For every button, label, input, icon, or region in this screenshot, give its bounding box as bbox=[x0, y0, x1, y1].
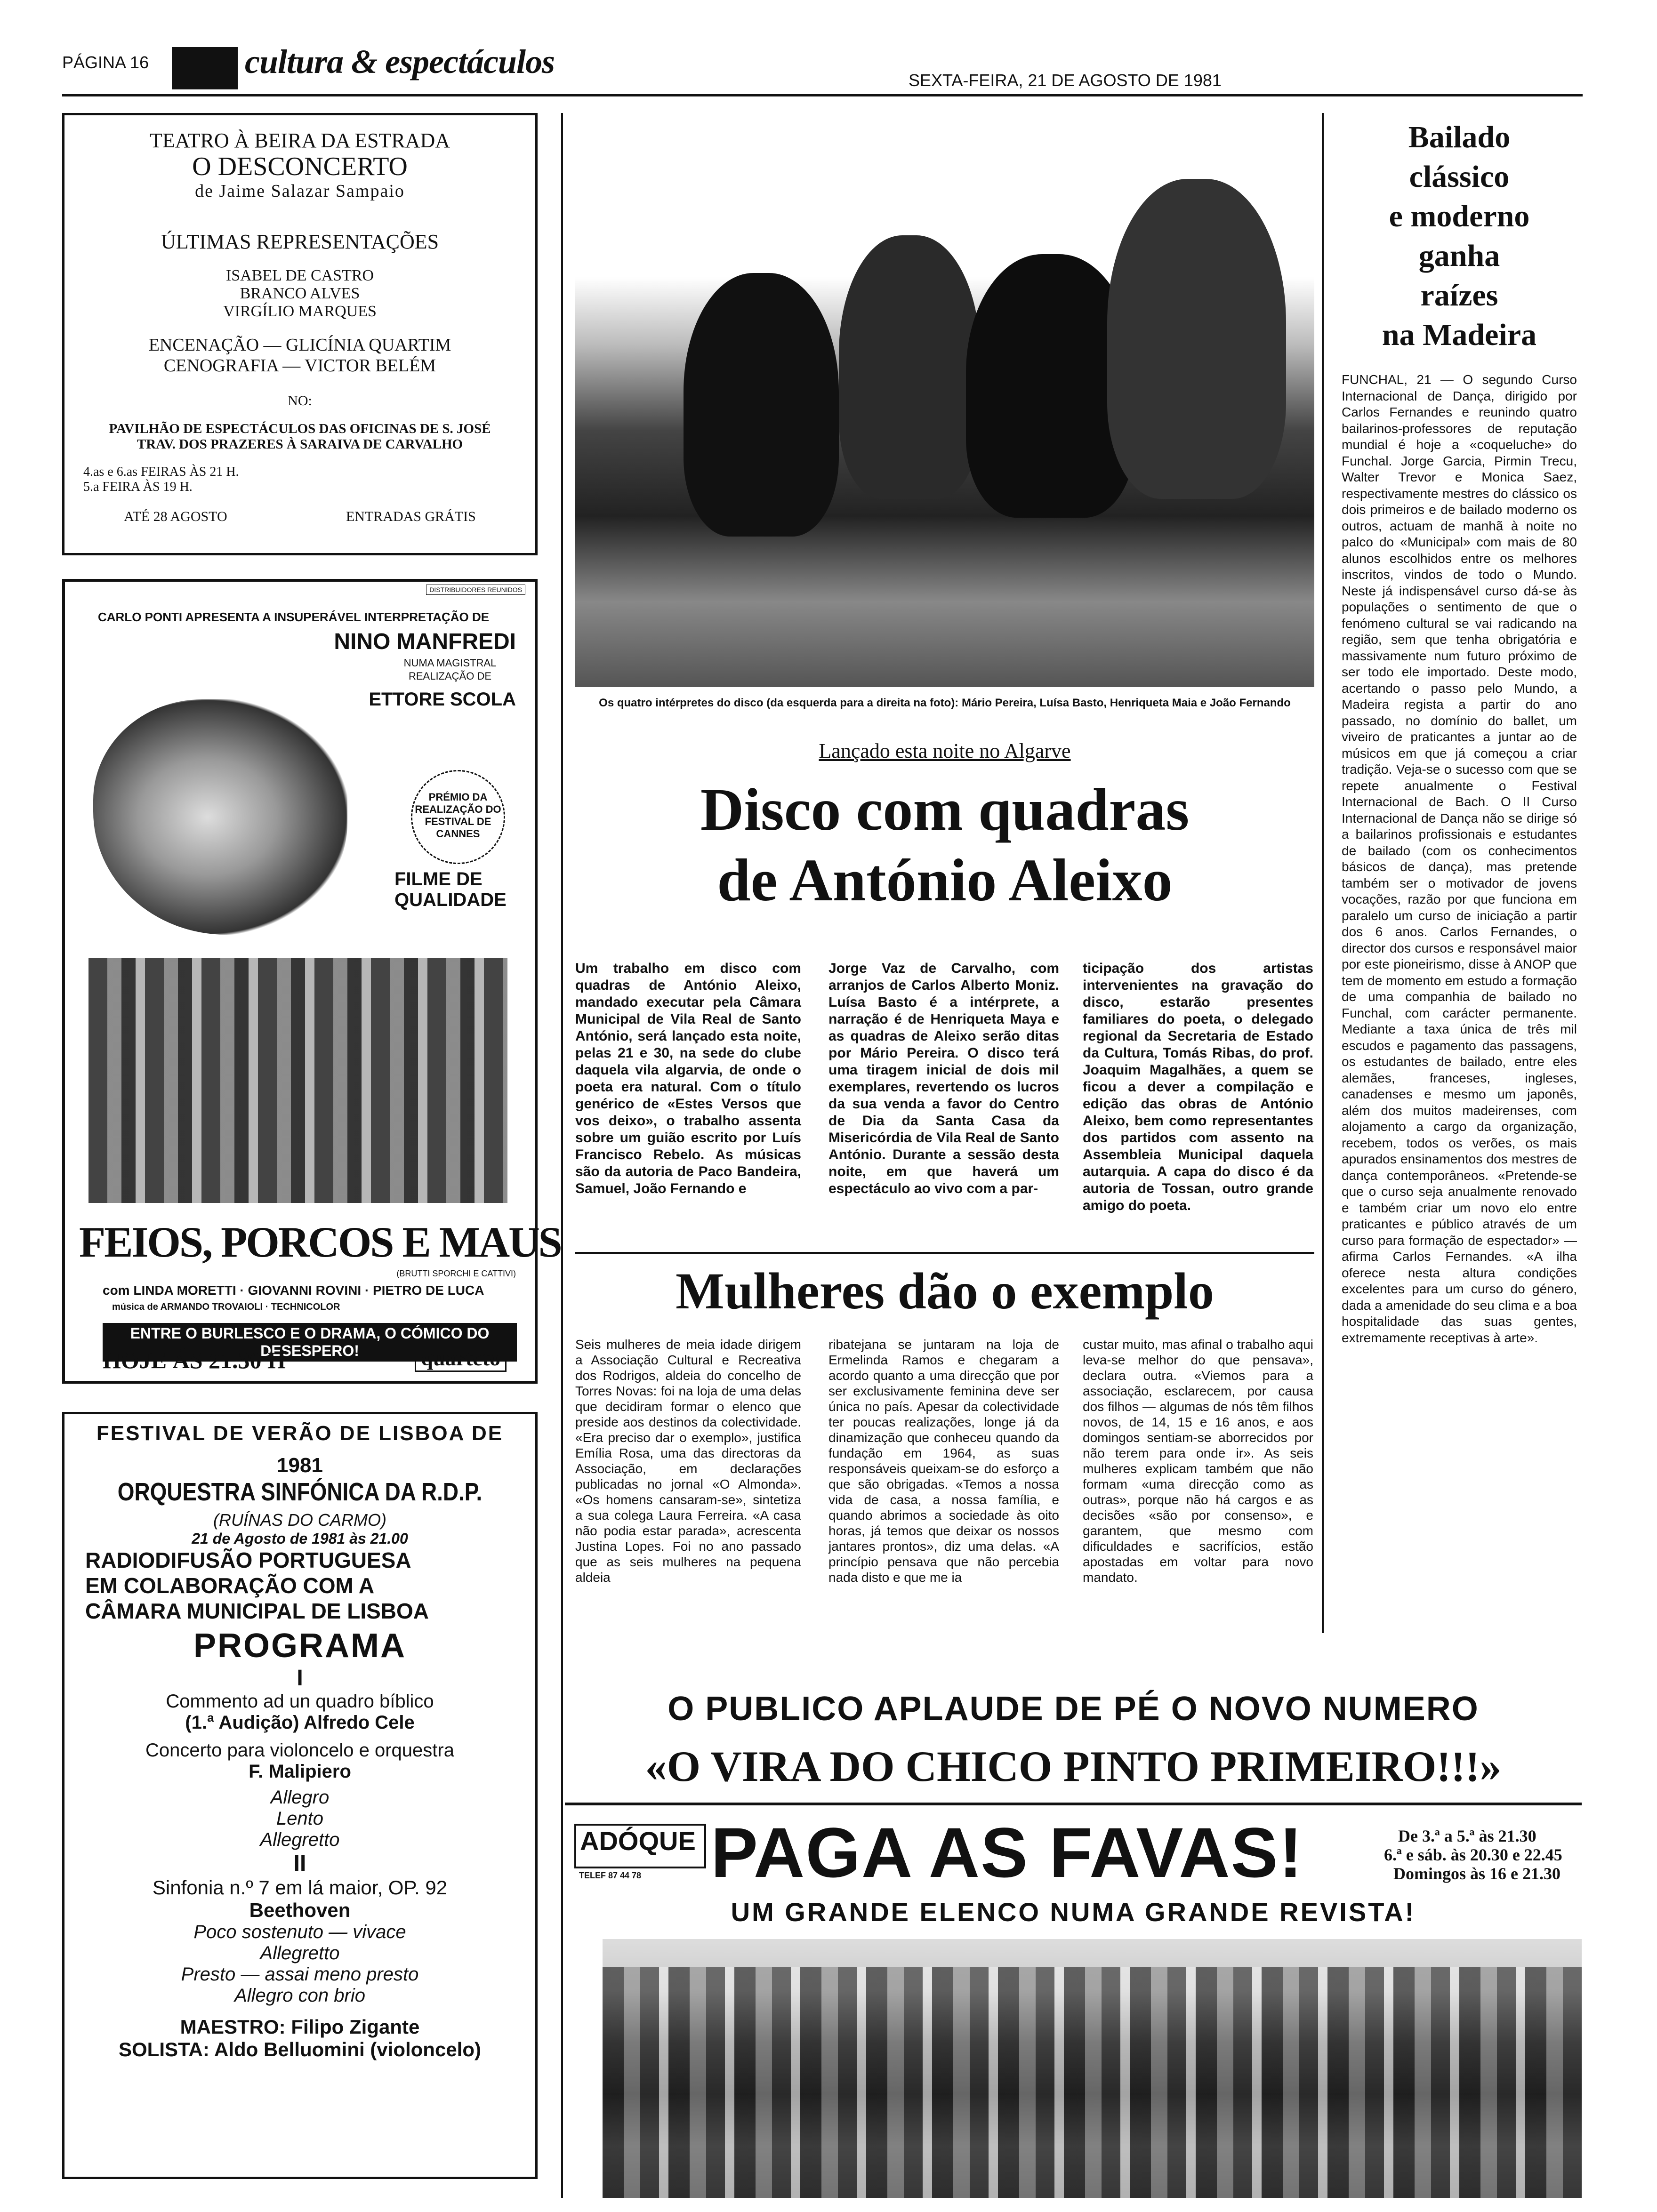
disco-headline-1: Disco com quadras bbox=[700, 776, 1190, 843]
theatre-venue-2: TRAV. DOS PRAZERES À SARAIVA DE CARVALHO bbox=[137, 437, 463, 452]
disco-caption: Os quatro intérpretes do disco (da esquerda para a direita na foto): Mário Pereira, Luísa Basto, Henriqueta Maia e João Fernando bbox=[599, 697, 1291, 709]
festival-work-3b: Beethoven bbox=[249, 1899, 351, 1921]
bailado-headline bbox=[1337, 118, 1582, 355]
film-magistral-2: REALIZAÇÃO DE bbox=[408, 670, 492, 682]
revista-line-1: O PUBLICO APLAUDE DE PÉ O NOVO NUMERO bbox=[668, 1690, 1479, 1728]
film-presents: CARLO PONTI APRESENTA A INSUPERÁVEL INTERPRETAÇÃO DE bbox=[98, 610, 490, 624]
film-distributor: DISTRIBUIDORES REUNIDOS bbox=[426, 585, 525, 595]
mulheres-col-1: Seis mulheres de meia idade dirigem a Associação Cultural e Recreativa dos Rodrigos, aldeia do concelho de Torres Novas: foi na loja de uma delas que decidiram formar o elenco que preside aos destinos da colectividade. «Era preciso dar o exemplo», justifica Emília Rosa, uma das directoras da Associação, em declarações publicadas no jornal «O Almonda». «Os homens cansaram-se», sintetiza a sua colega Laura Ferreira. «A casa não podia estar parada», acrescenta Justina Lopes. Foi no ano passado que as seis mulheres na pequena aldeia bbox=[575, 1337, 801, 1585]
revista-sched-3: Domingos às 16 e 21.30 bbox=[1393, 1864, 1561, 1883]
disco-headline-2: de António Aleixo bbox=[717, 847, 1173, 914]
theatre-days-2: 5.a FEIRA ÀS 19 H. bbox=[83, 480, 193, 494]
festival-part-1: I bbox=[297, 1666, 303, 1691]
mulheres-top-rule bbox=[575, 1252, 1314, 1254]
film-title: FEIOS, PORCOS E MAUS bbox=[79, 1218, 561, 1266]
festival-org-1: RADIODIFUSÃO PORTUGUESA bbox=[85, 1548, 411, 1572]
festival-programa: PROGRAMA bbox=[193, 1627, 406, 1665]
revista-theatre-logo bbox=[574, 1824, 706, 1868]
film-quality: FILME DE QUALIDADE bbox=[394, 869, 507, 910]
theatre-cast-1: ISABEL DE CASTRO bbox=[225, 267, 374, 284]
page-number: PÁGINA 16 bbox=[62, 53, 149, 72]
festival-work-1b: (1.ª Audição) Alfredo Cele bbox=[185, 1712, 415, 1733]
festival-mov-3: Allegretto bbox=[260, 1829, 340, 1850]
bailado-headline-5: raízes bbox=[1420, 278, 1498, 313]
revista-sched-1: De 3.ª a 5.ª às 21.30 bbox=[1398, 1827, 1536, 1845]
photo-figure-4 bbox=[1107, 179, 1286, 499]
festival-maestro: MAESTRO: Filipo Zigante bbox=[180, 2016, 420, 2038]
film-prize-text: PRÉMIO DA REALIZAÇÃO DO FESTIVAL DE CANNES bbox=[415, 791, 501, 840]
revista-rule bbox=[565, 1803, 1582, 1805]
film-face-illustration bbox=[93, 699, 347, 935]
festival-part-2: II bbox=[293, 1851, 306, 1876]
masthead-rule bbox=[62, 94, 1583, 96]
photo-figure-2 bbox=[839, 235, 980, 499]
disco-col-1: Um trabalho em disco com quadras de António Aleixo, mandado executar pela Câmara Municipal de Vila Real de Santo António, será lançado esta noite, pelas 21 e 30, na sede do clube daquela vila algarvia, de onde o poeta era natural. Com o título genérico de «Estes Versos que vos deixo», o trabalho assenta sobre um guião escrito por Luís Francisco Rebelo. As músicas são da autoria de Paco Bandeira, Samuel, João Fernando e bbox=[575, 961, 801, 1196]
festival-work-2a: Concerto para violoncelo e orquestra bbox=[145, 1740, 454, 1761]
theatre-days-1: 4.as e 6.as FEIRAS ÀS 21 H. bbox=[83, 465, 239, 479]
revista-phone: TELEF 87 44 78 bbox=[579, 1871, 642, 1880]
festival-mov-7: Allegro con brio bbox=[234, 1985, 365, 2006]
film-magistral-1: NUMA MAGISTRAL bbox=[403, 657, 497, 669]
festival-work-2b: F. Malipiero bbox=[249, 1761, 351, 1782]
theatre-cast-2: BRANCO ALVES bbox=[240, 285, 360, 302]
festival-ad bbox=[62, 1412, 538, 2179]
theatre-until: ATÉ 28 AGOSTO bbox=[124, 509, 227, 524]
photo-figure-1 bbox=[684, 273, 839, 537]
festival-mov-4: Poco sostenuto — vivace bbox=[193, 1922, 406, 1942]
column-rule-left bbox=[561, 113, 563, 2198]
revista-cast-photo bbox=[603, 1939, 1582, 2198]
festival-org-3: CÂMARA MUNICIPAL DE LISBOA bbox=[85, 1599, 429, 1623]
mulheres-col-2: ribatejana se juntaram na loja de Ermelinda Ramos e chegaram a acordo quanto a uma direcção que por ser exclusivamente feminina deve ser única no país. Apesar da colectividade ter poucas realizações, longe já da dinamização que conheceu quando da fundação em 1964, as suas responsáveis queixam-se do esforço a que são obrigadas. «Temos a nossa vida de casa, a nossa família, e quando abrimos a sociedade às oito horas, já temos que deixar os nossos jantares prontos», diz uma delas. «A princípio pensava que não percebia nada disto e que me ia bbox=[828, 1337, 1059, 1585]
film-cast: com LINDA MORETTI · GIOVANNI ROVINI · PIETRO DE LUCA bbox=[103, 1283, 484, 1298]
theatre-cenografia: CENOGRAFIA — VICTOR BELÉM bbox=[163, 356, 436, 376]
festival-orchestra: ORQUESTRA SINFÓNICA DA R.D.P. bbox=[117, 1478, 483, 1506]
film-time: HOJE ÁS 21.30 H bbox=[103, 1347, 286, 1373]
festival-mov-6: Presto — assai meno presto bbox=[181, 1964, 419, 1985]
bailado-headline-6: na Madeira bbox=[1382, 318, 1537, 352]
mulheres-col-3: custar muito, mas afinal o trabalho aqui leva-se melhor do que pensava», declara outra. «Viemos para a associação, esclarecem, por causa dos filhos — algumas de nós têm filhos novos, de 14, 15 e 16 anos, e aos domingos sentiam-se aborrecidos por não terem para onde ir». As seis mulheres explicam também que não formam «uma direcção como as outras», porque não há cargos e as decisões «são por consenso», e garantem, que mesmo com dificuldades e sacrifícios, estão apostadas em voltar para novo mandato. bbox=[1083, 1337, 1313, 1585]
bailado-headline-4: ganha bbox=[1418, 239, 1500, 273]
page-date: SEXTA-FEIRA, 21 DE AGOSTO DE 1981 bbox=[909, 71, 1222, 90]
film-music: música de ARMANDO TROVAIOLI · TECHNICOLOR bbox=[112, 1302, 340, 1312]
festival-year: 1981 bbox=[277, 1454, 323, 1477]
disco-col-3: ticipação dos artistas intervenientes na gravação do disco, estarão presentes familiares do poeta, o delegado regional da Secretaria de Estado da Cultura, Tomás Ribas, do prof. Joaquim Magalhães, a quem se ficou a dever a compilação e edição das obras de António Aleixo, bem como representantes dos partidos com assento na Assembleia Municipal daquela autarquia. A capa do disco é da autoria de Tossan, outro grande amigo do poeta. bbox=[1083, 961, 1313, 1213]
revista-title: PAGA AS FAVAS! bbox=[711, 1813, 1303, 1892]
disco-photo bbox=[575, 118, 1314, 687]
theatre-no: NO: bbox=[288, 393, 312, 409]
theatre-cast-3: VIRGÍLIO MARQUES bbox=[223, 303, 377, 320]
film-director: ETTORE SCOLA bbox=[369, 689, 516, 710]
film-cast-illustration bbox=[88, 958, 507, 1203]
festival-org-2: EM COLABORAÇÃO COM A bbox=[85, 1573, 375, 1598]
disco-kicker: Lançado esta noite no Algarve bbox=[819, 739, 1071, 762]
disco-col-2: Jorge Vaz de Carvalho, com arranjos de Carlos Alberto Moniz. Luísa Basto é a intérprete, a narração é de Henriqueta Maya e as quadras de Aleixo serão ditas por Mário Pereira. O disco terá uma tiragem inicial de dois mil exemplares, revertendo os lucros da sua venda a favor do Centro de Dia da Santa Casa da Misericórdia de Vila Real de Santo António. Durante a sessão desta noite, em que haverá um espectáculo ao vivo com a par- bbox=[828, 961, 1059, 1196]
bailado-headline-3: e moderno bbox=[1389, 199, 1530, 233]
theatre-free: ENTRADAS GRÁTIS bbox=[346, 509, 476, 524]
festival-mov-2: Lento bbox=[276, 1808, 324, 1829]
bailado-headline-2: clássico bbox=[1409, 160, 1510, 194]
theatre-ultimas: ÚLTIMAS REPRESENTAÇÕES bbox=[161, 230, 439, 253]
festival-work-1a: Commento ad un quadro bíblico bbox=[166, 1691, 434, 1712]
festival-work-3a: Sinfonia n.º 7 em lá maior, OP. 92 bbox=[152, 1876, 448, 1899]
section-title: cultura & espectáculos bbox=[245, 43, 555, 80]
film-subtitle: (BRUTTI SPORCHI E CATTIVI) bbox=[396, 1269, 516, 1278]
film-actor: NINO MANFREDI bbox=[334, 629, 516, 654]
section-logo-mark bbox=[172, 47, 238, 89]
bailado-body: FUNCHAL, 21 — O segundo Curso Internacional de Dança, dirigido por Carlos Fernandes e reunindo quatro bailarinos-professores de reputação mundial é hoje a «coqueluche» do Funchal. Jorge Garcia, Pirmin Trecu, Walter Trevor e Monica Saez, respectivamente mestres do clássico os dois primeiros e de bailado moderno os outros, actuam de manhã à noite no palco do «Municipal» com mais de 80 alunos escolhidos entre os melhores inscritos, vindos de todo o Mundo. Neste já indispensável curso dá-se às populações o sentimento de que o fenómeno cultural se vai radicando na região, sem que tenha obrigatória e massivamente num futuro próximo de ser todo ele importado. Deste modo, acertando o passo pelo Mundo, a Madeira regista a partir do ano passado, no domínio do ballet, um viveiro de praticantes a juntar ao de músicos em que já começou a criar tradição. Veja-se o sucesso com que se repete anualmente o Festival Internacional de Bach. O II Curso Internacional de Dança não se dirige só a bailarinos profissionais e estudantes de bailado (com os conhecimentos básicos de dança), mas pretende também ser o motivador de jovens vocações, razão por que funciona em paralelo um curso de iniciação a partir dos 6 anos. Carlos Fernandes, o director dos cursos e responsável maior por este pioneirismo, disse à ANOP que tem de momento em estudo a formação de uma companhia de bailado no Funchal, com carácter permanente. Mediante a taxa única de três mil escudos e pagamento das passagens, os estudantes de bailado, entre eles alemães, franceses, ingleses, canadenses e mesmo um japonês, além dos muitos madeirenses, com alojamento a cargo da organização, recebem, todos os verões, os mais apurados ensinamentos dos mestres de dança contemporâneos. «Pretende-se que o curso seja anualmente renovado e também criar um novo elo entre praticantes e público através de um curso para formação de espectador» — afirma Carlos Fernandes. «A ilha oferece nesta altura condições excelentes para um curso do género, dada a amenidade do seu clima e a boa hospitalidade das suas gentes, extremamente receptivas à arte». bbox=[1342, 372, 1577, 1345]
festival-solista: SOLISTA: Aldo Belluomini (violoncelo) bbox=[119, 2038, 481, 2060]
revista-theatre-name: ADÓQUE bbox=[580, 1826, 696, 1856]
theatre-ad bbox=[62, 113, 538, 555]
revista-tagline: UM GRANDE ELENCO NUMA GRANDE REVISTA! bbox=[731, 1897, 1416, 1927]
theatre-company: TEATRO À BEIRA DA ESTRADA bbox=[149, 129, 450, 152]
festival-mov-1: Allegro bbox=[270, 1787, 330, 1808]
film-ad bbox=[62, 579, 561, 1384]
film-cinema: quarteto bbox=[415, 1344, 507, 1372]
festival-mov-5: Allegretto bbox=[260, 1943, 340, 1964]
column-rule-right bbox=[1322, 113, 1324, 1633]
theatre-title: O DESCONCERTO bbox=[192, 152, 408, 181]
film-prize-badge bbox=[411, 770, 505, 864]
revista-ad bbox=[565, 1657, 1582, 2198]
festival-title: FESTIVAL DE VERÃO DE LISBOA DE bbox=[96, 1422, 504, 1445]
festival-when: 21 de Agosto de 1981 às 21.00 bbox=[192, 1530, 408, 1547]
revista-line-2: «O VIRA DO CHICO PINTO PRIMEIRO!!!» bbox=[645, 1742, 1502, 1790]
theatre-author: de Jaime Salazar Sampaio bbox=[195, 181, 405, 201]
festival-place: (RUÍNAS DO CARMO) bbox=[213, 1510, 386, 1530]
theatre-encenacao: ENCENAÇÃO — GLICÍNIA QUARTIM bbox=[148, 335, 451, 355]
mulheres-headline: Mulheres dão o exemplo bbox=[676, 1262, 1214, 1320]
film-tagline: ENTRE O BURLESCO E O DRAMA, O CÓMICO DO DESESPERO! bbox=[103, 1323, 517, 1362]
revista-sched-2: 6.ª e sáb. às 20.30 e 22.45 bbox=[1384, 1845, 1562, 1864]
theatre-venue-1: PAVILHÃO DE ESPECTÁCULOS DAS OFICINAS DE S. JOSÉ bbox=[109, 421, 491, 436]
bailado-headline-1: Bailado bbox=[1408, 120, 1511, 154]
revista-cast-figures bbox=[603, 1967, 1582, 2198]
